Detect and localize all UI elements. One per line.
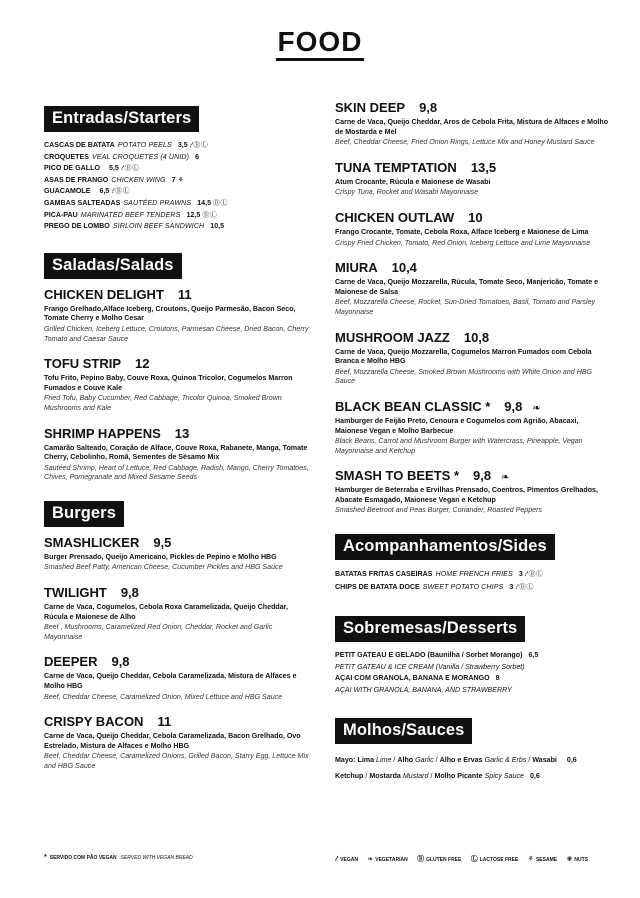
item-en: PETIT GATEAU & ICE CREAM (Vanilla / Strawberry Sorbet) [335, 662, 525, 671]
item-description-en: Grilled Chicken, Iceberg Lettuce, Croutons, Parmesan Cheese, Dried Bacon, Cherry Tomato and Caesar Sauce [44, 324, 309, 343]
menu-item [335, 160, 610, 198]
sauce-pt: Lima [357, 756, 375, 765]
separator: / [365, 772, 368, 781]
item-pt: CHIPS DE BATATA DOCE [335, 583, 420, 592]
item-pt: CROQUETES [44, 152, 89, 161]
asterisk: * [44, 854, 47, 861]
item-price: 14,5 [197, 198, 212, 207]
salads-header: Saladas/Salads [44, 253, 182, 279]
item-pt: ASAS DE FRANGO [44, 175, 109, 184]
item-price: 10,8 [463, 329, 490, 345]
diet-icons: ⹔ⒷⓁ [189, 142, 209, 149]
item-description-pt: Frango Grelhado,Alface Iceberg, Croutons, Queijo Parmesão, Bacon Seco, Tomate Cherry e Molho Cesar [44, 304, 296, 323]
item-title [44, 535, 309, 550]
item-description-pt: Carne de Vaca, Queijo Mozzarella, Rúcula, Tomate Seco, Manjericão, Tomate e Maionese de Salsa [335, 278, 599, 296]
vegetarian-icon: ❧ [532, 402, 541, 414]
list-item [44, 186, 309, 198]
item-name: TOFU STRIP [44, 356, 122, 372]
legend-label: NUTS [574, 857, 588, 863]
menu-item [44, 654, 309, 702]
list-item [335, 673, 610, 685]
legend-item [417, 857, 461, 863]
item-pt: CASCAS DE BATATA [44, 141, 115, 149]
item-description-pt: Hamburger de Beterraba e Ervilhas Prensado, Coentros, Pimentos Grelhados, Abacate Esmagado, Maionese Vegan e Ketchup [335, 486, 598, 504]
diet-icons: ⹔ⒷⓁ [111, 188, 131, 196]
item-price: 10,4 [391, 260, 417, 276]
item-name: SHRIMP HAPPENS [44, 425, 161, 441]
sauce-en: Garlic & Erbs [484, 756, 527, 765]
item-price: 7 [171, 175, 176, 184]
footer-note-pt: SERVIDO COM PÃO VEGAN [49, 855, 117, 861]
item-price: 6,5 [99, 187, 110, 196]
item-name: MUSHROOM JAZZ [335, 329, 450, 345]
separator: / [430, 772, 433, 781]
diet-icons: ⹔ⒷⓁ [120, 165, 140, 173]
item-description-pt: Carne de Vaca, Queijo Cheddar, Cebola Caramelizada, Bacon Grelhado, Ovo Estrelado, Mistura de Alfaces e Molho HBG [44, 732, 301, 750]
item-name: CHICKEN OUTLAW [335, 209, 455, 225]
item-description-pt: Carne de Vaca, Queijo Cheddar, Aros de Cebola Frita, Mistura de Alfaces e Molho de Mostarda e Mel [335, 118, 609, 136]
item-title [335, 160, 610, 175]
sauce-en: Mustard [402, 772, 429, 781]
diet-icons: ⒷⓁ [213, 199, 229, 207]
sauce-price: 0,6 [529, 772, 540, 781]
item-price: 10 [468, 209, 483, 225]
desserts-header: Sobremesas/Desserts [335, 616, 525, 642]
list-item [335, 650, 610, 662]
item-title [44, 714, 309, 729]
item-pt: PICO DE GALLO [44, 164, 100, 173]
diet-icons: ⒷⓁ [202, 211, 218, 219]
item-title [44, 356, 309, 371]
list-item [335, 568, 610, 581]
item-description-en: Beef, Cheddar Cheese, Fried Onion Rings, Lettuce Mix and Honey Mustard Sauce [335, 138, 595, 147]
item-name: TUNA TEMPTATION [335, 159, 457, 175]
vegetarian-icon: ❧ [367, 856, 374, 863]
burgers-continued [335, 100, 610, 516]
salads-section [44, 247, 309, 483]
item-description-en: Beef, Cheddar Cheese, Caramelized Onions, Grilled Bacon, Starry Egg, Lettuce Mix and HBG Sauce [44, 752, 309, 770]
sauce-label: Mayo: [335, 756, 356, 765]
item-description-pt: Frango Crocante, Tomate, Cebola Roxa, Alface Iceberg e Maionese de Lima [335, 227, 589, 236]
item-en: SWEET POTATO CHIPS [422, 583, 504, 592]
diet-icons: ⹔ⒷⓁ [524, 571, 544, 579]
item-description-en: Fried Tofu, Baby Cucumber, Red Cabbage, Tricolor Quinoa, Smoked Brown Mushrooms and Kale [44, 394, 282, 412]
item-description-en: Crispy Tuna, Rocket and Wasabi Mayonnaise [335, 188, 479, 197]
item-name: SKIN DEEP [335, 100, 406, 115]
item-en: SAUTÉED PRAWNS [123, 198, 192, 207]
legend-label: VEGETARIAN [375, 857, 408, 863]
item-price: 9,8 [120, 585, 139, 601]
item-description-en: Sautéed Shrimp, Heart of Lettuce, Red Cabbage, Radish, Mango, Cherry Tomatoes, Chives, Pomegranate and Mixed Sesame Seeds [44, 463, 309, 482]
lactose-free-icon: Ⓛ [470, 856, 478, 863]
item-name: TWILIGHT [44, 585, 107, 601]
list-item [335, 581, 610, 594]
legend-label: GLUTEN FREE [426, 857, 462, 863]
item-en: VEAL CROQUETES (4 UNID) [91, 152, 190, 161]
footer-note-en: SERVED WITH VEGAN BREAD [120, 855, 193, 861]
sides-header: Acompanhamentos/Sides [335, 534, 555, 560]
item-price: 11 [157, 714, 172, 730]
item-en: CHICKEN WING [111, 175, 166, 184]
item-name: SMASH TO BEETS * [335, 468, 460, 484]
menu-item [44, 426, 309, 483]
sauce-pt: Wasabi [532, 756, 557, 765]
vegetarian-icon: ❧ [501, 472, 510, 484]
list-item [44, 221, 309, 233]
menu-item [335, 468, 610, 516]
list-item [44, 152, 309, 164]
item-title [335, 330, 610, 345]
item-description-pt: Camarão Salteado, Coração de Alface, Couve Roxa, Rabanete, Manga, Tomate Cherry, Cebolinho, Romã, Sementes de Sésamo Mix [44, 443, 308, 462]
item-name: SMASHLICKER [44, 534, 140, 550]
item-price: 9,8 [111, 654, 130, 670]
item-description-en: Smashed Beef Patty, American Cheese, Cucumber Pickles and HBG Sauce [44, 563, 283, 572]
menu-item [44, 356, 309, 413]
item-name: CRISPY BACON [44, 714, 144, 730]
legend-item [471, 857, 519, 863]
sauce-pt: Molho Picante [434, 772, 483, 781]
item-description-pt: Atum Crocante, Rúcula e Maionese de Wasabi [335, 177, 491, 186]
item-title [335, 468, 610, 483]
starters-list [44, 140, 309, 233]
item-price: 9,8 [473, 468, 492, 484]
item-pt: BATATAS FRITAS CASEIRAS [335, 570, 433, 579]
item-title [44, 287, 309, 302]
menu-item [335, 210, 610, 248]
legend-item [528, 857, 557, 863]
item-en: POTATO PEELS [117, 141, 172, 149]
item-price: 8 [495, 674, 500, 683]
sauce-pt: Alho [397, 756, 414, 765]
legend-label: SESAME [535, 857, 558, 863]
menu-item [335, 399, 610, 456]
item-price: 3 [509, 583, 514, 592]
item-price: 12,5 [186, 210, 201, 219]
menu-item [44, 287, 309, 344]
item-price: 9,5 [153, 534, 172, 550]
gluten-free-icon: Ⓑ [417, 856, 425, 863]
legend-label: LACTOSE FREE [479, 857, 519, 863]
menu-item [335, 330, 610, 387]
item-price: 6,5 [528, 651, 539, 660]
page-title [0, 26, 640, 58]
item-description-pt: Carne de Vaca, Cogumelos, Cebola Roxa Caramelizada, Queijo Cheddar, Rúcula e Maionese de Alho [44, 603, 289, 621]
item-pt: AÇAI COM GRANOLA, BANANA E MORANGO [335, 674, 490, 683]
item-price: 6 [195, 152, 200, 161]
sauce-price: 0,6 [566, 756, 577, 765]
item-description-en: Smashed Beetroot and Peas Burger, Coriander, Roasted Peppers [335, 506, 543, 515]
diet-legend [335, 854, 596, 864]
sauces-list [335, 752, 610, 784]
item-title [335, 399, 610, 414]
legend-item [367, 857, 407, 863]
item-price: 9,8 [504, 398, 523, 414]
item-pt: GUACAMOLE [44, 187, 91, 196]
item-description-pt: Carne de Vaca, Queijo Mozzarella, Cogumelos Marron Fumados com Cebola Branca e Molho HBG [335, 347, 592, 366]
item-price: 3,5 [177, 141, 188, 149]
list-item [44, 210, 309, 222]
sides-section [335, 528, 610, 594]
desserts-list [335, 650, 610, 696]
menu-item [44, 535, 309, 573]
item-en: HOME FRENCH FRIES [435, 570, 513, 579]
list-item [44, 198, 309, 210]
item-description-en: Beef, Mozzarella Cheese, Rocket, Sun-Dried Tomatoes, Basil, Tomato and Parsley Mayonnaise [335, 298, 596, 316]
item-en: SIRLOIN BEEF SANDWICH [112, 222, 205, 231]
list-item [44, 163, 309, 175]
item-pt: PETIT GATEAU E GELADO (Baunilha / Sorbet Morango) [335, 651, 523, 660]
item-description-pt: Burger Prensado, Queijo Americano, Pickles de Pepino e Molho HBG [44, 552, 277, 561]
item-price: 10,5 [210, 222, 225, 231]
item-title [44, 426, 309, 441]
sauce-line [335, 768, 610, 784]
item-title [335, 100, 610, 115]
sauce-pt: Alho e Ervas [439, 756, 483, 765]
item-description-en: Beef, Cheddar Cheese, Caramelized Onion, Mixed Lettuce and HBG Sauce [44, 692, 283, 701]
vegan-icon: ⹔ [335, 856, 339, 863]
burgers-section [44, 495, 309, 772]
diet-icons: ⹔ⒷⓁ [515, 584, 535, 592]
item-price: 13 [174, 425, 190, 441]
item-en: AÇAI WITH GRANOLA, BANANA, AND STRAWBERRY [335, 685, 512, 694]
item-description-pt: Carne de Vaca, Queijo Cheddar, Cebola Caramelizada, Mistura de Alfaces e Molho HBG [44, 672, 297, 691]
sauce-line [335, 752, 610, 768]
sauce-en: Garlic [415, 756, 434, 765]
legend-label: VEGAN [340, 857, 358, 863]
menu-item [335, 260, 610, 317]
item-pt: PICA-PAU [44, 210, 78, 219]
item-price: 11 [177, 286, 192, 302]
item-title [44, 585, 309, 600]
item-title [335, 260, 610, 275]
item-pt: PREGO DE LOMBO [44, 222, 110, 231]
item-name: MIURA [335, 260, 378, 276]
sesame-icon: ⚘ [527, 856, 534, 863]
starters-section [44, 100, 309, 233]
footer-note [44, 854, 193, 861]
item-pt: GAMBAS SALTEADAS [44, 198, 121, 207]
sauces-header: Molhos/Sauces [335, 718, 472, 744]
item-description-en: Beef, Mozzarella Cheese, Smoked Brown Mushrooms with White Onion and HBG Sauce [335, 367, 593, 386]
nuts-icon: ❀ [566, 856, 573, 863]
item-description-en: Crispy Fried Chicken, Tomato, Red Onion, Iceberg Lettuce and Lime Mayonnaise [335, 238, 591, 247]
sauce-pt: Ketchup [335, 772, 364, 781]
page-title-text: FOOD [276, 26, 365, 61]
sauces-section [335, 712, 610, 784]
item-name: BLACK BEAN CLASSIC * [335, 398, 491, 414]
sauce-en: Spicy Sauce [484, 772, 524, 781]
menu-item [335, 100, 610, 148]
item-price: 12 [135, 356, 150, 372]
item-description-en: Beef , Mushrooms, Caramelized Red Onion, Cheddar, Rocket and Garlic Mayonnaise [44, 623, 273, 641]
separator: / [528, 756, 531, 765]
separator: / [393, 756, 396, 765]
item-title [44, 654, 309, 669]
item-description-pt: Tofu Frito, Pepino Baby, Couve Roxa, Quinoa Tricolor, Cogumelos Marron Fumados e Couve Kale [44, 374, 293, 392]
item-description-en: Black Beans, Carrot and Mushroom Burger with Watercrass, Pineapple, Vegan Mayonnaise and Ketchup [335, 437, 583, 455]
item-name: DEEPER [44, 654, 98, 670]
sauce-pt: Mostarda [369, 772, 401, 781]
sides-list [335, 568, 610, 594]
diet-icons: ⚘ [177, 176, 185, 184]
item-name: CHICKEN DELIGHT [44, 286, 164, 302]
right-column [335, 100, 610, 784]
item-price: 9,8 [419, 100, 438, 115]
item-price: 3 [518, 570, 523, 579]
item-en: MARINATED BEEF TENDERS [80, 210, 181, 219]
item-price: 13,5 [470, 159, 497, 175]
menu-item [44, 585, 309, 642]
sauce-en: Lime [376, 756, 392, 765]
list-item [44, 140, 309, 152]
item-description-pt: Hamburger de Feijão Preto, Cenoura e Cogumelos com Agrião, Abacaxi, Maionese Vegan e Molho Barbecue [335, 416, 579, 435]
legend-item [566, 857, 588, 863]
separator: / [435, 756, 438, 765]
desserts-section [335, 610, 610, 696]
list-item [44, 175, 309, 187]
legend-item [335, 857, 358, 863]
item-price: 5,5 [108, 164, 119, 173]
starters-header: Entradas/Starters [44, 106, 199, 132]
item-title [335, 210, 610, 225]
left-column [44, 100, 309, 784]
menu-item [44, 714, 309, 771]
burgers-header: Burgers [44, 501, 124, 527]
